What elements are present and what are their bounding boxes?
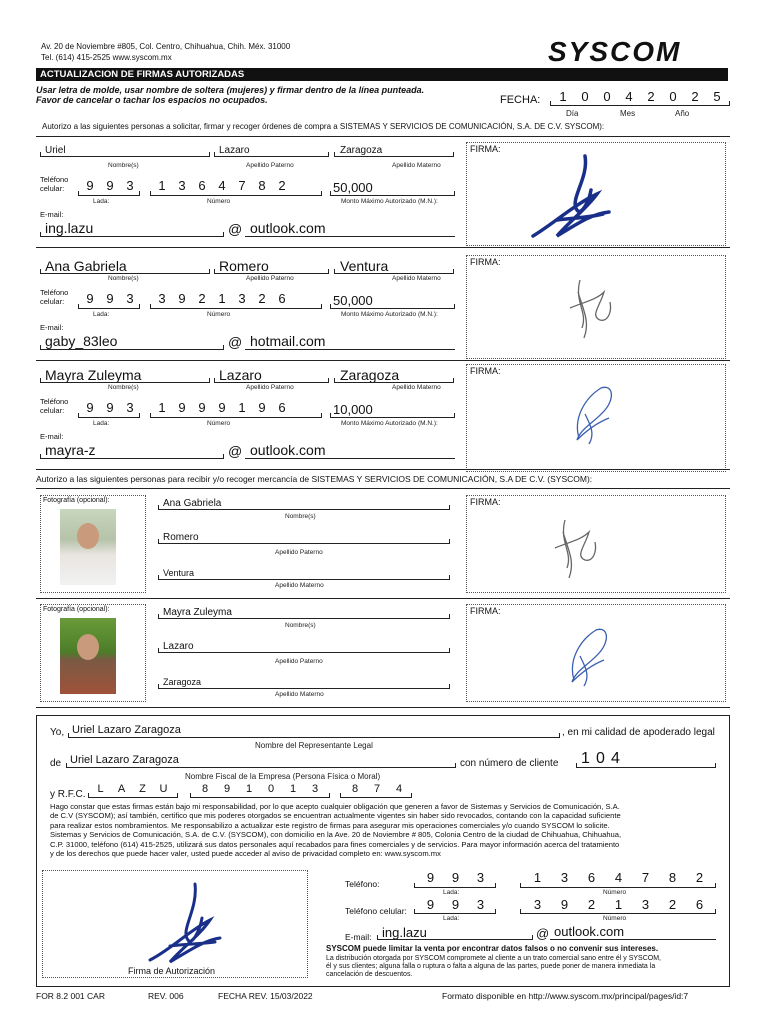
materno-caption: Apellido Materno (392, 162, 441, 169)
telefono-text: Teléfono (40, 175, 69, 184)
digit: 9 (198, 400, 206, 415)
digit: 1 (218, 291, 226, 306)
email-domain[interactable]: outlook.com (250, 220, 326, 236)
monto-caption: Monto Máximo Autorizado (M.N.): (341, 311, 438, 318)
legal-email-user-line (377, 926, 533, 940)
firma-label: FIRMA: (470, 366, 501, 376)
telefono-label (40, 175, 68, 193)
digit: 9 (106, 291, 114, 306)
numero-field[interactable] (152, 291, 292, 306)
autorizo-mercancia: Autorizo a las siguientes personas para recibir y/o recoger mercancía de SISTEMAS Y SERVICIOS DE COMUNICACIÓN, S.A DE C.V. (SYSCOM): (36, 474, 593, 484)
instruction-1: Usar letra de molde, usar nombre de soltera (mujeres) y firmar dentro de la línea punteada. (36, 85, 425, 95)
person-paterno[interactable]: Lazaro (219, 145, 250, 156)
digit: 3 (560, 870, 569, 885)
digit: 3 (126, 178, 134, 193)
nombres-caption: Nombre(s) (108, 384, 139, 391)
legal-email-user[interactable]: ing.lazu (382, 925, 427, 940)
firma-label: FIRMA: (470, 497, 501, 507)
receiver-materno-line (158, 568, 450, 580)
digit: 9 (178, 400, 186, 415)
address-line-2: Tel. (614) 415-2525 www.syscom.mx (41, 53, 172, 62)
materno-caption: Apellido Materno (275, 691, 324, 698)
digit: 4 (611, 750, 620, 767)
digit: 8 (258, 178, 266, 193)
digit: 8 (201, 783, 209, 795)
divider (36, 469, 730, 470)
person-materno[interactable]: Ventura (340, 258, 389, 274)
signature-uriel-legal (140, 880, 240, 970)
at-sign: @ (228, 443, 243, 459)
digit: 0 (603, 89, 611, 104)
firma-autorizacion-label: Firma de Autorización (128, 966, 216, 976)
cliente-field[interactable] (578, 750, 623, 768)
digit: 9 (426, 897, 435, 912)
digit: 3 (178, 178, 186, 193)
email-domain[interactable]: outlook.com (250, 442, 326, 458)
numero-caption: Número (603, 889, 627, 896)
person-nombre[interactable]: Ana Gabriela (45, 258, 127, 274)
email-user[interactable]: mayra-z (45, 442, 96, 458)
legal-email-domain[interactable]: outlook.com (554, 924, 625, 939)
monto-caption: Monto Máximo Autorizado (M.N.): (341, 198, 438, 205)
digit: 9 (106, 178, 114, 193)
digit: 9 (258, 400, 266, 415)
digit: A (117, 783, 126, 795)
person-paterno[interactable]: Romero (219, 258, 269, 274)
digit: 1 (559, 89, 567, 104)
at-sign: @ (228, 334, 243, 350)
revision: REV. 006 (148, 991, 184, 1001)
digit: 2 (258, 291, 266, 306)
celular-text: celular: (40, 406, 65, 415)
digit: 2 (647, 89, 655, 104)
fecha-field[interactable] (552, 89, 728, 104)
lada-caption: Lada: (93, 198, 110, 205)
telefono-text: Teléfono (40, 397, 69, 406)
person-photo (60, 509, 116, 585)
cel-num-field[interactable] (524, 897, 713, 912)
digit: 3 (476, 897, 485, 912)
address-line-1: Av. 20 de Noviembre #805, Col. Centro, Chihuahua, Chih. Méx. 31000 (41, 42, 291, 51)
email-label: E-mail: (40, 432, 64, 441)
signature-mayra (565, 378, 625, 448)
tel-label: Teléfono: (345, 879, 380, 889)
email-user[interactable]: ing.lazu (45, 220, 94, 236)
receiver-nombre[interactable]: Mayra Zuleyma (163, 607, 232, 618)
digit: 2 (587, 897, 596, 912)
digit: 3 (533, 897, 542, 912)
instruction-2: Favor de cancelar o tachar los espacios no ocupados. (36, 95, 268, 105)
digit: 9 (223, 783, 231, 795)
calidad-text: , en mi calidad de apoderado legal (562, 727, 715, 738)
legal-line: y de los derechos que puede hacer valer, usted puede acceder al aviso de privacidad completo en: www.syscom.mx (50, 849, 441, 859)
legal-email-domain-line (550, 926, 716, 940)
autorizo-compras: Autorizo a las siguientes personas a solicitar, firmar y recoger órdenes de compra a SISTEMAS Y SERVICIOS DE COMUNICACIÓN, S.A. DE C.V. SYSCOM): (42, 122, 605, 131)
paterno-caption: Apellido Paterno (275, 658, 323, 665)
distribution-text (326, 955, 661, 979)
rep-caption: Nombre del Representante Legal (255, 741, 373, 750)
telefono-label (40, 288, 68, 306)
receiver-paterno[interactable]: Lazaro (163, 641, 194, 652)
digit: 3 (476, 870, 485, 885)
paterno-caption: Apellido Paterno (275, 549, 323, 556)
digit: 9 (106, 400, 114, 415)
telefono-text: Teléfono (40, 288, 69, 297)
digit: 9 (218, 400, 226, 415)
receiver-nombre-line (158, 498, 450, 510)
digit: 1 (614, 897, 623, 912)
digit: 8 (668, 870, 677, 885)
paterno-caption: Apellido Paterno (246, 275, 294, 282)
email-user-line (40, 223, 224, 237)
lada-caption: Lada: (443, 889, 460, 896)
digit: 9 (86, 291, 94, 306)
numero-caption: Número (207, 420, 231, 427)
digit: 9 (560, 897, 569, 912)
digit: 2 (668, 897, 677, 912)
digit: 3 (158, 291, 166, 306)
person-nombre[interactable]: Uriel (45, 145, 66, 156)
signature-ana-receiver (545, 512, 605, 582)
digit: 7 (238, 178, 246, 193)
form-code: FOR 8.2 001 CAR (36, 991, 105, 1001)
legal-paragraph (50, 802, 725, 858)
digit: 0 (669, 89, 677, 104)
email-domain[interactable]: hotmail.com (250, 333, 326, 349)
face-shape (77, 634, 99, 660)
email-domain-line (245, 445, 455, 459)
representative-name[interactable]: Uriel Lazaro Zaragoza (72, 724, 181, 736)
email-label: E-mail: (40, 210, 64, 219)
legal-email-label: E-mail: (345, 932, 372, 942)
digit: 9 (426, 870, 435, 885)
person-photo (60, 618, 116, 694)
nombres-caption: Nombre(s) (108, 162, 139, 169)
dist-line: La distribución otorgada por SYSCOM compromete al cliente a un trato comercial sano entre él y SYSCOM, (326, 955, 661, 962)
email-user-line (40, 336, 224, 350)
firma-label: FIRMA: (470, 257, 501, 267)
dia-caption: Día (566, 109, 579, 118)
digit: 9 (178, 291, 186, 306)
numero-caption: Número (207, 311, 231, 318)
digit: 0 (596, 750, 605, 767)
digit: 6 (278, 291, 286, 306)
materno-caption: Apellido Materno (275, 582, 324, 589)
receiver-paterno-line (158, 532, 450, 544)
at-sign: @ (228, 221, 243, 237)
anio-caption: Año (675, 109, 690, 118)
digit: 2 (198, 291, 206, 306)
person-nombre[interactable]: Mayra Zuleyma (45, 367, 142, 383)
legal-line: C.P. 31000, teléfono (614) 415-2525, utilizará sus datos personales aquí recabados para fines comerciales y de servicios. Para mayor información acerca del tratamiento (50, 839, 620, 849)
digit: 1 (158, 178, 166, 193)
nombres-caption: Nombre(s) (285, 513, 316, 520)
person-paterno[interactable]: Lazaro (219, 367, 262, 383)
digit: 1 (581, 750, 590, 767)
digit: 7 (373, 783, 381, 795)
receiver-nombre-line (158, 607, 450, 619)
celular-text: celular: (40, 297, 65, 306)
yo-label: Yo, (50, 727, 65, 738)
digit: 6 (695, 897, 704, 912)
firma-label: FIRMA: (470, 606, 501, 616)
email-user-line (40, 445, 224, 459)
digit: 3 (641, 897, 650, 912)
fecha-label: FECHA: (500, 94, 541, 106)
company-line (66, 754, 456, 768)
rfc-homo-field[interactable] (344, 783, 410, 795)
digit: 6 (278, 400, 286, 415)
paterno-line (214, 258, 329, 274)
digit: 4 (218, 178, 226, 193)
rfc-date-field[interactable] (194, 783, 326, 795)
digit: Z (139, 783, 146, 795)
divider (36, 488, 730, 489)
lada-caption: Lada: (93, 311, 110, 318)
digit: 2 (691, 89, 699, 104)
cel-lada-field[interactable] (418, 897, 493, 912)
tel-num-field[interactable] (524, 870, 713, 885)
digit: 3 (126, 400, 134, 415)
digit: 9 (451, 897, 460, 912)
mes-caption: Mes (620, 109, 636, 118)
monto-value[interactable]: 10,000 (333, 402, 373, 417)
firma-label: FIRMA: (470, 144, 501, 154)
divider (36, 598, 730, 599)
signature-uriel (525, 152, 625, 240)
revision-date: FECHA REV. 15/03/2022 (218, 991, 313, 1001)
digit: 1 (245, 783, 253, 795)
email-domain-line (245, 336, 455, 350)
legal-line: para realizar estos nombramientos. Me responsabilizo a actualizar este registro de firmas para asegurar mis operaciones comerciales y/o cuando SYSCOM lo solicite. (50, 820, 610, 830)
legal-line: de C.V (SYSCOM); así también, certifico que mis poderes otorgados se encuentran actualmente vigentes sin haber sido revocados, contando con la capacidad suficiente (50, 811, 621, 821)
numero-field[interactable] (152, 178, 292, 193)
digit: 6 (587, 870, 596, 885)
digit: 3 (238, 291, 246, 306)
monto-line (330, 184, 455, 196)
materno-caption: Apellido Materno (392, 384, 441, 391)
digit: 1 (533, 870, 542, 885)
numero-field[interactable] (152, 400, 292, 415)
paterno-caption: Apellido Paterno (246, 162, 294, 169)
celular-text: celular: (40, 184, 65, 193)
nombre-line (40, 367, 210, 383)
receiver-paterno[interactable]: Romero (163, 532, 199, 543)
company-name[interactable]: Uriel Lazaro Zaragoza (70, 754, 179, 766)
digit: 2 (278, 178, 286, 193)
divider (36, 136, 730, 137)
format-url: Formato disponible en http://www.syscom.mx/principal/pages/id:7 (442, 991, 689, 1001)
digit: 1 (238, 400, 246, 415)
lada-caption: Lada: (443, 915, 460, 922)
digit: 0 (267, 783, 275, 795)
email-user[interactable]: gaby_83leo (45, 333, 118, 349)
face-shape (77, 523, 99, 549)
foto-label: Fotografía (opcional): (43, 497, 110, 504)
rfc-label: y R.F.C. (50, 789, 86, 800)
signature-mayra-receiver (560, 620, 620, 690)
digit: 4 (395, 783, 403, 795)
digit: 9 (86, 400, 94, 415)
digit: 3 (311, 783, 319, 795)
banner-title: ACTUALIZACION DE FIRMAS AUTORIZADAS (40, 69, 245, 80)
de-label: de (50, 758, 62, 769)
lada-field[interactable] (80, 291, 140, 306)
telefono-label (40, 397, 68, 415)
digit: 5 (713, 89, 721, 104)
materno-line (334, 258, 454, 274)
legal-line: Sistemas y Servicios de Comunicación, S.A. de C.V. (SYSCOM), con domicilio en la Ave. 20 de Noviembre # 805, Colonia Centro de la ciudad de Chihuahua, Chihuahua, (50, 830, 622, 840)
paterno-line (214, 367, 329, 383)
divider (36, 707, 730, 708)
rep-line (68, 724, 560, 738)
person-materno[interactable]: Zaragoza (340, 367, 400, 383)
foto-label: Fotografía (opcional): (43, 606, 110, 613)
rfc-letters-field[interactable] (90, 783, 174, 795)
digit: 0 (581, 89, 589, 104)
cliente-label: con número de cliente (460, 758, 559, 769)
monto-line (330, 406, 455, 418)
nombre-line (40, 145, 210, 157)
paterno-caption: Apellido Paterno (246, 384, 294, 391)
at-sign: @ (536, 926, 550, 941)
materno-line (334, 145, 454, 157)
legal-line: Hago constar que estas firmas están bajo mi responsabilidad, por lo que acepto cualquier obligación que generen a favor de Sistemas y Servicios de Comunicación, S.A. (50, 802, 620, 811)
email-domain-line (245, 223, 455, 237)
lada-field[interactable] (80, 400, 140, 415)
digit: 4 (625, 89, 633, 104)
lada-field[interactable] (80, 178, 140, 193)
digit: 3 (126, 291, 134, 306)
numero-caption: Número (603, 915, 627, 922)
numero-caption: Número (207, 198, 231, 205)
digit: 4 (614, 870, 623, 885)
digit: 6 (198, 178, 206, 193)
dist-line: él y sus clientes; alguna falla o ruptura o falta a alguna de las partes, puede poner de manera inmediata la (326, 963, 656, 970)
divider (36, 247, 730, 248)
company-caption: Nombre Fiscal de la Empresa (Persona Física o Moral) (185, 772, 381, 781)
person-materno[interactable]: Zaragoza (340, 145, 383, 156)
receiver-materno[interactable]: Zaragoza (163, 677, 202, 687)
materno-line (334, 367, 454, 383)
digit: 1 (289, 783, 297, 795)
warning-text: SYSCOM puede limitar la venta por encontrar datos falsos o no convenir sus intereses. (326, 944, 659, 953)
digit: 8 (351, 783, 359, 795)
nombres-caption: Nombre(s) (285, 622, 316, 629)
nombre-line (40, 258, 210, 274)
tel-lada-field[interactable] (418, 870, 493, 885)
digit: U (159, 783, 168, 795)
lada-caption: Lada: (93, 420, 110, 427)
receiver-paterno-line (158, 641, 450, 653)
digit: 7 (641, 870, 650, 885)
digit: 9 (86, 178, 94, 193)
paterno-line (214, 145, 329, 157)
monto-value[interactable]: 50,000 (333, 293, 373, 308)
digit: L (97, 783, 104, 795)
digit: 1 (158, 400, 166, 415)
digit: 9 (451, 870, 460, 885)
receiver-nombre[interactable]: Ana Gabriela (163, 498, 222, 509)
divider (36, 360, 730, 361)
receiver-materno-line (158, 677, 450, 689)
email-label: E-mail: (40, 323, 64, 332)
receiver-materno[interactable]: Ventura (163, 568, 195, 578)
signature-ana (560, 272, 620, 342)
syscom-logo: SYSCOM (548, 36, 682, 67)
digit: 2 (695, 870, 704, 885)
materno-caption: Apellido Materno (392, 275, 441, 282)
dist-line: cancelación de descuentos. (326, 971, 413, 978)
monto-value[interactable]: 50,000 (333, 180, 373, 195)
monto-caption: Monto Máximo Autorizado (M.N.): (341, 420, 438, 427)
cel-label: Teléfono celular: (345, 906, 407, 916)
nombres-caption: Nombre(s) (108, 275, 139, 282)
monto-line (330, 297, 455, 309)
